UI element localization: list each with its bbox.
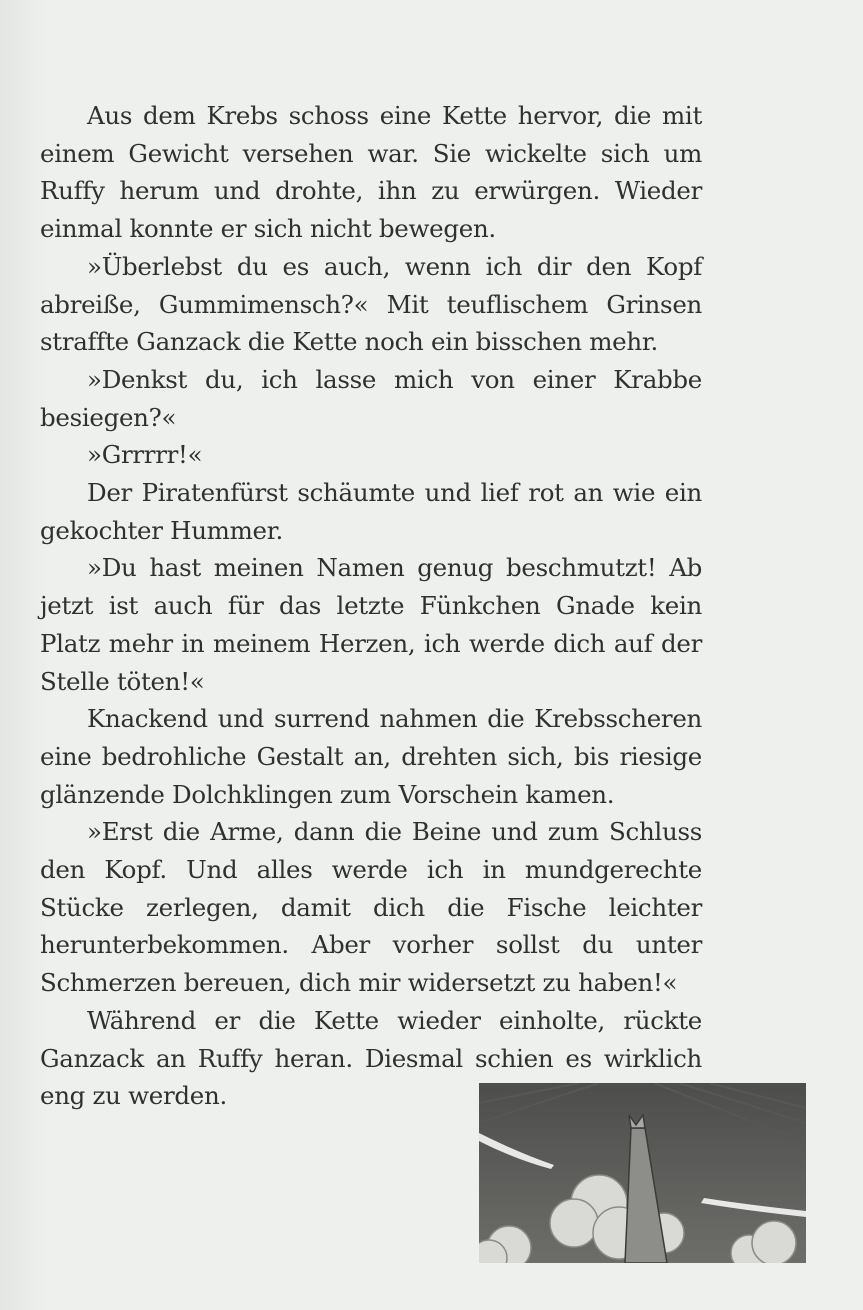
illustration-drawing [479,1083,806,1263]
paragraph: »Überlebst du es auch, wenn ich dir den Kopf abreiße, Gummimensch?« Mit teuflischem Grinsen straffte Ganzack die Kette noch ein bisschen mehr. [40,251,702,357]
book-text [40,97,702,1115]
paragraph: »Erst die Arme, dann die Beine und zum Schluss den Kopf. Und alles werde ich in mundgerechte Stücke zerlegen, damit dich die Fische leichter herunterbekommen. Aber vorher sollst du unter Schmerzen bereuen, dich mir widersetzt zu haben!« [40,817,702,998]
paragraph: »Grrrrr!« [87,440,203,470]
paragraph: Während er die Kette wieder einholte, rückte Ganzack an Ruffy heran. Diesmal schien es wirklich eng zu werden. [40,1005,702,1111]
paragraph: »Du hast meinen Namen genug beschmutzt! Ab jetzt ist auch für das letzte Fünkchen Gnade kein Platz mehr in meinem Herzen, ich werde dich auf der Stelle töten!« [40,553,702,696]
paragraph: Aus dem Krebs schoss eine Kette hervor, die mit einem Gewicht versehen war. Sie wickelte sich um Ruffy herum und drohte, ihn zu erwürgen. Wieder einmal konnte er sich nicht bewegen. [40,101,702,244]
paragraph: »Denkst du, ich lasse mich von einer Krabbe besiegen?« [40,364,702,432]
paragraph: Knackend und surrend nahmen die Krebsscheren eine bedrohliche Gestalt an, drehten sich, bis riesige glänzende Dolchklingen zum Vorschein kamen. [40,704,702,809]
manga-illustration-icon [479,1083,806,1263]
paragraph: Der Piratenfürst schäumte und lief rot an wie ein gekochter Hummer. [40,478,702,545]
